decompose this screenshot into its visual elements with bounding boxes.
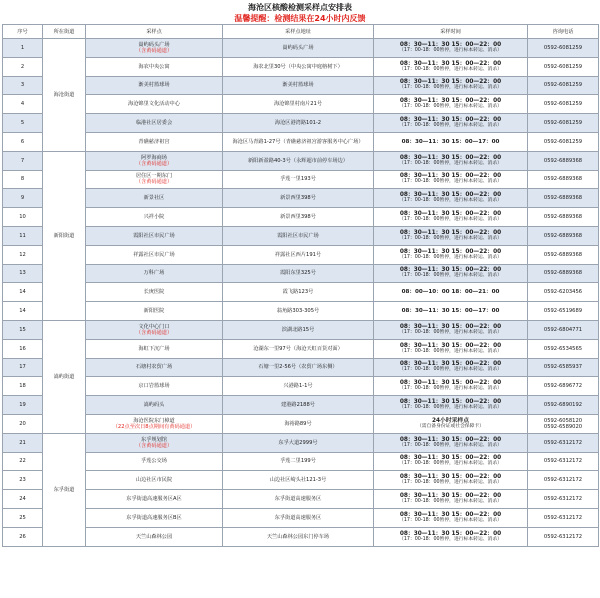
phone-cell: [528, 302, 599, 321]
phone-number: 0592-6889368: [543, 157, 583, 164]
table-row: [3, 57, 599, 76]
time-note: （17：00-18：00暂停，进行标本转运、消杀）: [399, 517, 502, 523]
site-cell: [86, 527, 223, 546]
table-row: [3, 414, 599, 433]
time-note: （17：00-18：00暂停，进行标本转运、消杀）: [399, 235, 502, 241]
phone-cell: [528, 433, 599, 452]
table-row: [3, 377, 599, 396]
phone-number: 0592-6081259: [543, 120, 583, 127]
time-cell: [374, 208, 528, 227]
time-cell: [374, 377, 528, 396]
time-main: 08：30—11：30 15：00—22：00: [399, 79, 502, 86]
row-no: 3: [3, 76, 43, 95]
phone-cell: [528, 57, 599, 76]
row-no: 16: [3, 339, 43, 358]
address-cell: 沧湖东一里97号（海沧天虹百货对面）: [223, 339, 374, 358]
time-cell: [374, 57, 528, 76]
site-cell: [86, 433, 223, 452]
time-main: 08：30—11：30 15：00—22：00: [399, 380, 502, 387]
time-cell: [374, 339, 528, 358]
site-cell: [86, 208, 223, 227]
table-row: [3, 358, 599, 377]
time-cell: [374, 226, 528, 245]
phone-cell: [528, 39, 599, 58]
table-row: [3, 264, 599, 283]
time-cell: [374, 245, 528, 264]
time-note: （17：00-18：00暂停，进行标本转运、消杀）: [399, 499, 502, 505]
site-cell: [86, 339, 223, 358]
row-no: 22: [3, 452, 43, 471]
site-cell: [86, 76, 223, 95]
time-cell: [374, 414, 528, 433]
table-row: [3, 76, 599, 95]
site-cell: [86, 396, 223, 415]
time-cell: [374, 433, 528, 452]
row-no: 19: [3, 396, 43, 415]
address-cell: 新景西里398号: [223, 189, 374, 208]
row-no: 15: [3, 320, 43, 339]
address-cell: 海沧锦里村南片21号: [223, 95, 374, 114]
header-address: 采样点地址: [223, 25, 374, 39]
site-cell: [86, 170, 223, 189]
time-note: （17：00-18：00暂停，进行标本转运、消杀）: [399, 405, 502, 411]
time-note: （17：00-18：00暂停，进行标本转运、消杀）: [399, 367, 502, 373]
row-no: 20: [3, 414, 43, 433]
address-cell: 孚莲二里199号: [223, 452, 374, 471]
phone-cell: [528, 508, 599, 527]
phone-cell: [528, 76, 599, 95]
time-note: （需自备身份证或社会保障卡）: [416, 423, 485, 429]
phone-number: 0592-6804771: [543, 326, 583, 333]
phone-number: 0592-6081259: [543, 138, 583, 145]
time-cell: [374, 527, 528, 546]
time-main: 08：30—11：30 15：00—22：00: [399, 229, 502, 236]
time-main: 08：30—11：30 15：00—22：00: [399, 530, 502, 537]
row-no: 6: [3, 132, 43, 151]
time-note: （17：00-18：00暂停，进行标本转运、消杀）: [399, 273, 502, 279]
site-cell: [86, 508, 223, 527]
time-cell: [374, 132, 528, 151]
time-note: （17：00-18：00暂停，进行标本转运、消杀）: [399, 386, 502, 392]
site-name: 山边社区市民院: [135, 477, 173, 484]
table-row: [3, 320, 599, 339]
site-name: 孚莲公交场: [141, 458, 167, 465]
phone-number: 0592-6889368: [543, 214, 583, 221]
table-row: [3, 433, 599, 452]
table-row: [3, 302, 599, 321]
row-no: 25: [3, 508, 43, 527]
site-cell: [86, 245, 223, 264]
phone-cell: [528, 264, 599, 283]
row-no: 1: [3, 39, 43, 58]
site-cell: [86, 151, 223, 170]
time-cell: [374, 396, 528, 415]
time-main: 08：30—11：30 15：00—22：00: [399, 267, 502, 274]
table-body: [3, 39, 599, 547]
row-no: 24: [3, 490, 43, 509]
address-cell: 霞阳社区市民广场: [223, 226, 374, 245]
yellow-code-tag: （含黄码通道）: [135, 47, 173, 54]
phone-cell: [528, 226, 599, 245]
row-no: 12: [3, 245, 43, 264]
time-main: 08：30—11：30 15：00—17：00: [401, 308, 500, 315]
site-name: 石塘村农贸广场: [135, 364, 173, 371]
time-main: 08：30—11：30 15：00—17：00: [401, 138, 500, 145]
header-site: 采样点: [86, 25, 223, 39]
phone-cell: [528, 170, 599, 189]
phone-cell: [528, 490, 599, 509]
phone-number: 0592-6312172: [543, 533, 583, 540]
site-name: 临港社区居委会: [135, 120, 173, 127]
time-main: 24小时采样点: [431, 417, 470, 424]
phone-cell: [528, 320, 599, 339]
table-row: [3, 208, 599, 227]
row-no: 5: [3, 114, 43, 133]
address-cell: 新阳新盈路40-3号（永辉超市前停车场边）: [223, 151, 374, 170]
phone-cell: [528, 283, 599, 302]
address-cell: 翁角路303-305号: [223, 302, 374, 321]
site-name: 天竺山森林公园: [135, 533, 173, 540]
phone-cell: [528, 339, 599, 358]
phone-number: 0592-6896772: [543, 383, 583, 390]
table-row: [3, 39, 599, 58]
time-note: （17：00-18：00暂停，进行标本转运、消杀）: [399, 348, 502, 354]
table-row: [3, 339, 599, 358]
phone-number-2: 0592-6589020: [543, 423, 583, 430]
site-cell: [86, 39, 223, 58]
site-cell: [86, 132, 223, 151]
table-row: [3, 114, 599, 133]
time-cell: [374, 114, 528, 133]
table-row: [3, 226, 599, 245]
row-no: 7: [3, 151, 43, 170]
address-cell: 天竺山森林公园东门停车场: [223, 527, 374, 546]
time-note: （17：00-18：00暂停，进行标本转运、消杀）: [399, 536, 502, 542]
address-cell: 海农北里30号（中央公寓中庭榕树下）: [223, 57, 374, 76]
address-cell: 海裕路89号: [223, 414, 374, 433]
row-no: 14: [3, 302, 43, 321]
phone-number: 0592-6312172: [543, 458, 583, 465]
phone-number: 0592-6585937: [543, 364, 583, 371]
site-name: 新景社区: [143, 195, 165, 202]
time-main: 08：30—11：30 15：00—22：00: [399, 436, 502, 443]
time-main: 08：30—11：30 15：00—22：00: [399, 211, 502, 218]
site-cell: [86, 471, 223, 490]
address-cell: 建港路2188号: [223, 396, 374, 415]
phone-cell: [528, 414, 599, 433]
address-cell: 嵩屿码头广场: [223, 39, 374, 58]
time-note: （17：00-18：00暂停，进行标本转运、消杀）: [399, 104, 502, 110]
address-cell: 霞飞路123号: [223, 283, 374, 302]
district-cell: 东孚街道: [43, 433, 86, 546]
site-cell: [86, 264, 223, 283]
site-cell: [86, 95, 223, 114]
table-row: [3, 132, 599, 151]
phone-cell: [528, 114, 599, 133]
time-main: 08：30—11：30 15：00—22：00: [399, 361, 502, 368]
time-cell: [374, 151, 528, 170]
address-cell: 孚莲一里193号: [223, 170, 374, 189]
table-row: [3, 189, 599, 208]
time-cell: [374, 39, 528, 58]
time-cell: [374, 358, 528, 377]
table-row: [3, 151, 599, 170]
time-main: 08：30—11：30 15：00—22：00: [399, 493, 502, 500]
phone-number: 0592-6058120: [543, 417, 583, 424]
time-note: （17：00-18：00暂停，进行标本转运、消杀）: [399, 179, 502, 185]
sampling-table: [2, 24, 599, 547]
site-name: 万科广场: [143, 270, 165, 277]
address-cell: 东孚大道2999号: [223, 433, 374, 452]
site-cell: [86, 320, 223, 339]
time-main: 08：00—10：00 18：00—21：00: [401, 289, 500, 296]
phone-cell: [528, 377, 599, 396]
phone-number: 0592-6889368: [543, 232, 583, 239]
table-header: [3, 25, 599, 39]
time-main: 08：30—11：30 15：00—22：00: [399, 117, 502, 124]
yellow-code-tag: （含黄码通道）: [135, 179, 173, 186]
time-main: 08：30—11：30 15：00—22：00: [399, 154, 502, 161]
phone-number: 0592-6889368: [543, 270, 583, 277]
time-cell: [374, 264, 528, 283]
address-cell: 祥露社区西片191号: [223, 245, 374, 264]
site-name: 京口岩篮球场: [138, 383, 170, 390]
phone-number: 0592-6889368: [543, 251, 583, 258]
site-cell: [86, 377, 223, 396]
page-title: 海沧区核酸检测采样点安排表: [248, 3, 352, 12]
time-note: （17：00-18：00暂停，进行标本转运、消杀）: [399, 254, 502, 260]
row-no: 11: [3, 226, 43, 245]
site-name: 东孚规划馆: [141, 436, 167, 443]
row-no: 2: [3, 57, 43, 76]
site-name: 祥露社区市民广场: [133, 251, 175, 258]
phone-number: 0592-6081259: [543, 82, 583, 89]
phone-number: 0592-6312172: [543, 496, 583, 503]
address-cell: 兴港路1-1号: [223, 377, 374, 396]
site-cell: [86, 57, 223, 76]
site-name: 青礁慈济祖宫: [138, 138, 170, 145]
time-cell: [374, 76, 528, 95]
time-main: 08：30—11：30 15：00—22：00: [399, 41, 502, 48]
row-no: 21: [3, 433, 43, 452]
site-cell: [86, 302, 223, 321]
time-note: （17：00-18：00暂停，进行标本转运、消杀）: [399, 329, 502, 335]
time-cell: [374, 452, 528, 471]
table-row: [3, 245, 599, 264]
phone-cell: [528, 189, 599, 208]
site-name: 东孚街道高速服务区B区: [126, 514, 182, 521]
address-cell: 海沧区马青路1-27号（青礁慈济祖宫游客服务中心广场）: [223, 132, 374, 151]
time-note: （17：00-18：00暂停，进行标本转运、消杀）: [399, 160, 502, 166]
site-name: 霞阳社区市民广场: [133, 232, 175, 239]
site-name: 阿罗海商场: [141, 154, 167, 161]
row-no: 23: [3, 471, 43, 490]
site-cell: [86, 414, 223, 433]
time-main: 08：30—11：30 15：00—22：00: [399, 342, 502, 349]
phone-number: 0592-6312172: [543, 439, 583, 446]
time-main: 08：30—11：30 15：00—22：00: [399, 455, 502, 462]
phone-number: 0592-6081259: [543, 63, 583, 70]
table-row: [3, 471, 599, 490]
site-cell: [86, 358, 223, 377]
table-row: [3, 490, 599, 509]
phone-cell: [528, 527, 599, 546]
site-name: 兴祥小院: [143, 214, 165, 221]
time-cell: [374, 490, 528, 509]
phone-number: 0592-6312172: [543, 477, 583, 484]
site-name: 海沧医院东门樟道: [133, 417, 175, 424]
time-cell: [374, 95, 528, 114]
yellow-code-tag: （22点至次日8点期间有黄码通道）: [112, 423, 196, 430]
phone-number: 0592-6534565: [543, 345, 583, 352]
site-cell: [86, 283, 223, 302]
time-cell: [374, 471, 528, 490]
header-no: 序号: [3, 25, 43, 39]
time-main: 08：30—11：30 15：00—22：00: [399, 474, 502, 481]
time-note: （17：00-18：00暂停，进行标本转运、消杀）: [399, 461, 502, 467]
site-name: 嵩屿码头广场: [138, 41, 170, 48]
phone-cell: [528, 471, 599, 490]
phone-number: 0592-6081259: [543, 44, 583, 51]
site-cell: [86, 226, 223, 245]
phone-number: 0592-6890192: [543, 402, 583, 409]
phone-cell: [528, 245, 599, 264]
address-cell: 石塘一里2-56号（农贸广场东侧）: [223, 358, 374, 377]
phone-cell: [528, 95, 599, 114]
district-cell: 嵩屿街道: [43, 320, 86, 433]
address-cell: 东孚街道高速服务区: [223, 508, 374, 527]
yellow-code-tag: （含黄码通道）: [135, 160, 173, 167]
site-name: 渐美村篮球场: [138, 82, 170, 89]
table-row: [3, 452, 599, 471]
table-row: [3, 396, 599, 415]
time-note: （17：00-18：00暂停，进行标本转运、消杀）: [399, 85, 502, 91]
phone-cell: [528, 208, 599, 227]
site-name: 海虹下沉广场: [138, 345, 170, 352]
time-note: （17：00-18：00暂停，进行标本转运、消杀）: [399, 47, 502, 53]
address-cell: 东孚街道高速服务区: [223, 490, 374, 509]
row-no: 10: [3, 208, 43, 227]
address-cell: 霞阳东里325号: [223, 264, 374, 283]
site-cell: [86, 490, 223, 509]
site-name: 居住区一期东门: [135, 173, 173, 180]
header-time: 采样时间: [374, 25, 528, 39]
address-cell: 滨湖北路15号: [223, 320, 374, 339]
row-no: 14: [3, 283, 43, 302]
time-cell: [374, 189, 528, 208]
notice-text: 温馨提醒：检测结果在24小时内反馈: [234, 14, 366, 23]
time-main: 08：30—11：30 15：00—22：00: [399, 511, 502, 518]
site-name: 海农中央公寓: [138, 63, 170, 70]
row-no: 17: [3, 358, 43, 377]
phone-cell: [528, 358, 599, 377]
phone-number: 0592-6312172: [543, 514, 583, 521]
table-row: [3, 283, 599, 302]
site-name: 长庚医院: [143, 289, 165, 296]
table-row: [3, 170, 599, 189]
row-no: 18: [3, 377, 43, 396]
address-cell: 渐美村篮球场: [223, 76, 374, 95]
yellow-code-tag: （含黄码通道）: [135, 329, 173, 336]
row-no: 13: [3, 264, 43, 283]
table-row: [3, 95, 599, 114]
site-name: 东孚街道高速服务区A区: [126, 496, 182, 503]
site-name: 海沧锦里文化活动中心: [128, 101, 180, 108]
site-name: 新阳医院: [143, 308, 165, 315]
site-cell: [86, 114, 223, 133]
time-note: （17：00-18：00暂停，进行标本转运、消杀）: [399, 480, 502, 486]
time-note: （17：00-18：00暂停，进行标本转运、消杀）: [399, 123, 502, 129]
time-note: （17：00-18：00暂停，进行标本转运、消杀）: [399, 198, 502, 204]
time-main: 08：30—11：30 15：00—22：00: [399, 173, 502, 180]
phone-number: 0592-6203456: [543, 289, 583, 296]
time-cell: [374, 320, 528, 339]
time-main: 08：30—11：30 15：00—22：00: [399, 192, 502, 199]
phone-cell: [528, 396, 599, 415]
row-no: 26: [3, 527, 43, 546]
site-name: 嵩屿码头: [143, 402, 165, 409]
phone-cell: [528, 132, 599, 151]
phone-number: 0592-6889368: [543, 176, 583, 183]
time-cell: [374, 302, 528, 321]
phone-cell: [528, 151, 599, 170]
time-main: 08：30—11：30 15：00—22：00: [399, 60, 502, 67]
time-main: 08：30—11：30 15：00—22：00: [399, 323, 502, 330]
row-no: 8: [3, 170, 43, 189]
table-row: [3, 508, 599, 527]
phone-number: 0592-6081259: [543, 101, 583, 108]
address-cell: 新景西里398号: [223, 208, 374, 227]
site-cell: [86, 189, 223, 208]
phone-number: 0592-6889368: [543, 195, 583, 202]
table-row: [3, 527, 599, 546]
address-cell: 山边社区崎头社121-3号: [223, 471, 374, 490]
district-cell: 海沧街道: [43, 39, 86, 152]
header-district: 所在街道: [43, 25, 86, 39]
time-note: （17：00-18：00暂停，进行标本转运、消杀）: [399, 66, 502, 72]
time-note: （17：00-18：00暂停，进行标本转运、消杀）: [399, 442, 502, 448]
site-cell: [86, 452, 223, 471]
time-cell: [374, 170, 528, 189]
time-main: 08：30—11：30 15：00—22：00: [399, 399, 502, 406]
district-cell: 新阳街道: [43, 151, 86, 320]
yellow-code-tag: （含黄码通道）: [135, 442, 173, 449]
site-name: 文化中心门口: [138, 323, 170, 330]
time-cell: [374, 508, 528, 527]
phone-cell: [528, 452, 599, 471]
time-note: （17：00-18：00暂停，进行标本转运、消杀）: [399, 217, 502, 223]
header-phone: 咨询电话: [528, 25, 599, 39]
row-no: 9: [3, 189, 43, 208]
phone-number: 0592-6519689: [543, 308, 583, 315]
address-cell: 海沧区港湾路101-2: [223, 114, 374, 133]
time-cell: [374, 283, 528, 302]
row-no: 4: [3, 95, 43, 114]
time-main: 08：30—11：30 15：00—22：00: [399, 98, 502, 105]
time-main: 08：30—11：30 15：00—22：00: [399, 248, 502, 255]
